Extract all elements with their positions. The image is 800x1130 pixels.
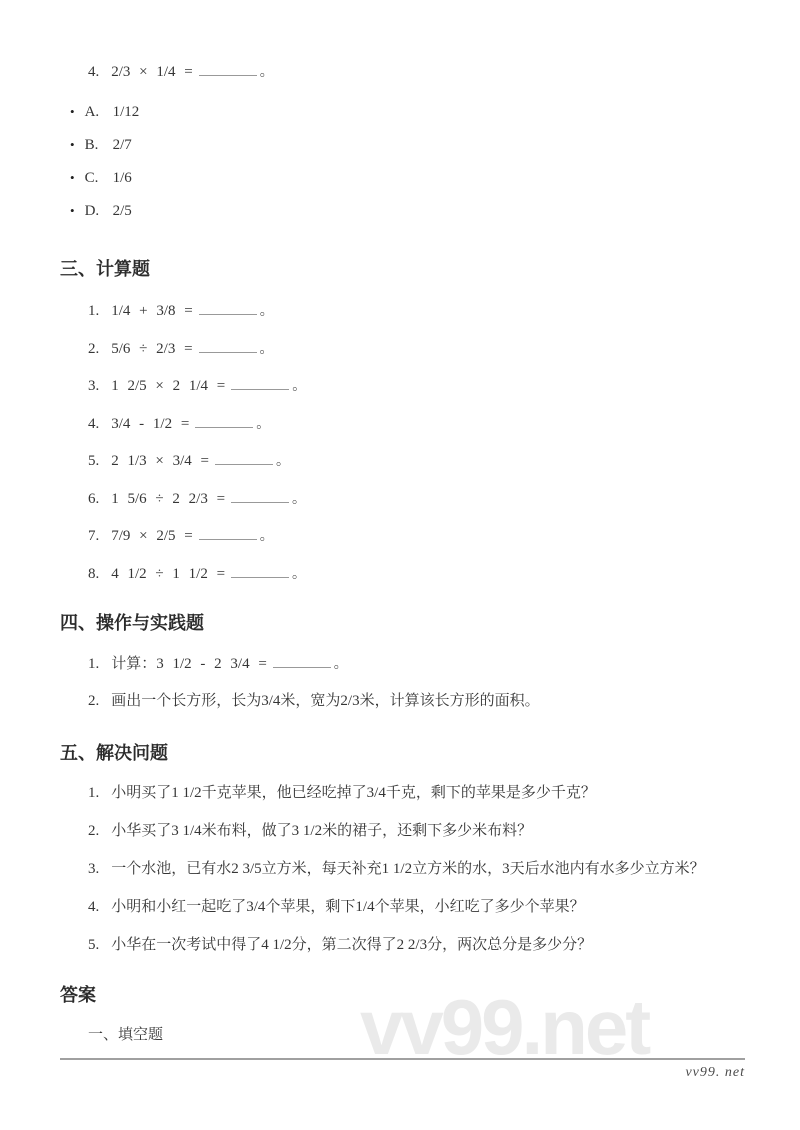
option-b bbox=[70, 135, 745, 155]
problem-item-3 bbox=[60, 858, 745, 880]
option-value: 1/6 bbox=[112, 170, 132, 186]
item-number: 2. bbox=[88, 823, 100, 839]
item-number: 1. bbox=[88, 785, 100, 801]
calc-item-2 bbox=[88, 340, 745, 359]
item-expression: 1/4 + 3/8 = bbox=[111, 303, 193, 319]
option-c bbox=[70, 168, 745, 188]
answer-blank bbox=[215, 452, 273, 465]
item-text: 小华在一次考试中得了4 1/2分，第二次得了2 2/3分，两次总分是多少分？ bbox=[111, 937, 593, 953]
period-mark: 。 bbox=[259, 529, 274, 544]
answers-subsection-heading: 一、填空题 bbox=[88, 1027, 164, 1043]
period-mark: 。 bbox=[259, 304, 274, 319]
option-label: A. bbox=[84, 104, 100, 120]
item-expression: 2 1/3 × 3/4 = bbox=[111, 453, 210, 469]
item-text: 计算：3 1/2 - 2 3/4 = bbox=[111, 655, 267, 672]
problem-item-4 bbox=[60, 896, 745, 918]
question-number: 4. bbox=[88, 64, 100, 80]
period-mark: 。 bbox=[259, 341, 274, 357]
practice-item-1 bbox=[88, 655, 745, 674]
period-mark: 。 bbox=[259, 65, 274, 80]
period-mark: 。 bbox=[292, 491, 307, 507]
problem-item-1 bbox=[60, 782, 745, 804]
answer-blank bbox=[231, 490, 289, 503]
practice-list bbox=[60, 655, 745, 712]
practice-item-2 bbox=[88, 692, 745, 711]
bullet-icon: • bbox=[70, 104, 75, 119]
item-expression: 4 1/2 ÷ 1 1/2 = bbox=[111, 565, 226, 582]
calc-item-6 bbox=[88, 490, 745, 509]
item-number: 5. bbox=[88, 937, 100, 953]
item-number: 4. bbox=[88, 415, 100, 432]
period-mark: 。 bbox=[276, 454, 291, 469]
answer-blank bbox=[199, 302, 257, 315]
answer-blank bbox=[195, 415, 253, 428]
item-number: 8. bbox=[88, 565, 100, 582]
item-text: 画出一个长方形，长为3/4米，宽为2/3米，计算该长方形的面积。 bbox=[111, 693, 540, 709]
item-expression: 5/6 ÷ 2/3 = bbox=[111, 340, 193, 357]
item-number: 2. bbox=[88, 340, 100, 357]
word-problems-list bbox=[60, 782, 745, 956]
calc-item-3 bbox=[88, 377, 745, 396]
item-number: 4. bbox=[88, 899, 100, 915]
item-text: 一个水池，已有水2 3/5立方米，每天补充1 1/2立方米的水，3天后水池内有水多少立方米？ bbox=[111, 861, 705, 877]
option-label: B. bbox=[84, 137, 99, 153]
option-value: 1/12 bbox=[112, 104, 140, 120]
section-3-heading: 三、计算题 bbox=[60, 259, 150, 279]
section-5-heading: 五、解决问题 bbox=[60, 743, 168, 763]
footer-site-label: vv99. net bbox=[685, 1065, 745, 1080]
bullet-icon: • bbox=[70, 170, 75, 185]
answer-blank bbox=[231, 565, 289, 578]
period-mark: 。 bbox=[256, 416, 271, 432]
calculation-list bbox=[60, 302, 745, 584]
answer-blank bbox=[231, 377, 289, 390]
item-text: 小华买了3 1/4米布料，做了3 1/2米的裙子，还剩下多少米布料？ bbox=[111, 823, 533, 839]
option-d bbox=[70, 201, 745, 221]
item-text: 小明和小红一起吃了3/4个苹果，剩下1/4个苹果，小红吃了多少个苹果？ bbox=[111, 899, 585, 915]
choice-question-4 bbox=[60, 63, 745, 82]
answer-blank bbox=[199, 63, 257, 76]
item-number: 5. bbox=[88, 453, 100, 469]
problem-item-2 bbox=[60, 820, 745, 842]
item-expression: 7/9 × 2/5 = bbox=[111, 528, 193, 544]
answer-blank bbox=[199, 527, 257, 540]
item-number: 1. bbox=[88, 303, 100, 319]
calc-item-7 bbox=[88, 527, 745, 546]
option-value: 2/5 bbox=[112, 203, 132, 219]
item-number: 1. bbox=[88, 655, 100, 672]
item-expression: 1 5/6 ÷ 2 2/3 = bbox=[111, 490, 226, 507]
item-number: 6. bbox=[88, 490, 100, 507]
item-number: 7. bbox=[88, 528, 100, 544]
watermark-text: vv99.net bbox=[360, 983, 649, 1071]
calc-item-8 bbox=[88, 565, 745, 584]
answers-heading: 答案 bbox=[60, 985, 96, 1005]
option-label: C. bbox=[84, 170, 99, 186]
item-expression: 3/4 - 1/2 = bbox=[111, 415, 190, 432]
period-mark: 。 bbox=[292, 566, 307, 582]
footer-divider bbox=[60, 1058, 745, 1060]
option-label: D. bbox=[84, 203, 100, 219]
item-expression: 1 2/5 × 2 1/4 = bbox=[111, 378, 226, 394]
section-4-heading: 四、操作与实践题 bbox=[60, 612, 204, 633]
option-a bbox=[70, 102, 745, 122]
answer-blank bbox=[199, 340, 257, 353]
answer-blank bbox=[273, 655, 331, 668]
calc-item-4 bbox=[88, 415, 745, 434]
item-number: 3. bbox=[88, 378, 100, 394]
question-expression: 2/3 × 1/4 = bbox=[111, 64, 193, 80]
problem-item-5 bbox=[60, 934, 745, 956]
calc-item-1 bbox=[88, 302, 745, 321]
item-number: 3. bbox=[88, 861, 100, 877]
item-number: 2. bbox=[88, 693, 100, 709]
option-value: 2/7 bbox=[112, 137, 132, 153]
item-text: 小明买了1 1/2千克苹果，他已经吃掉了3/4千克，剩下的苹果是多少千克？ bbox=[111, 785, 596, 801]
period-mark: 。 bbox=[292, 379, 307, 394]
choice-options-list bbox=[60, 102, 745, 221]
bullet-icon: • bbox=[70, 203, 75, 218]
period-mark: 。 bbox=[333, 656, 348, 672]
bullet-icon: • bbox=[70, 137, 75, 152]
calc-item-5 bbox=[88, 452, 745, 471]
